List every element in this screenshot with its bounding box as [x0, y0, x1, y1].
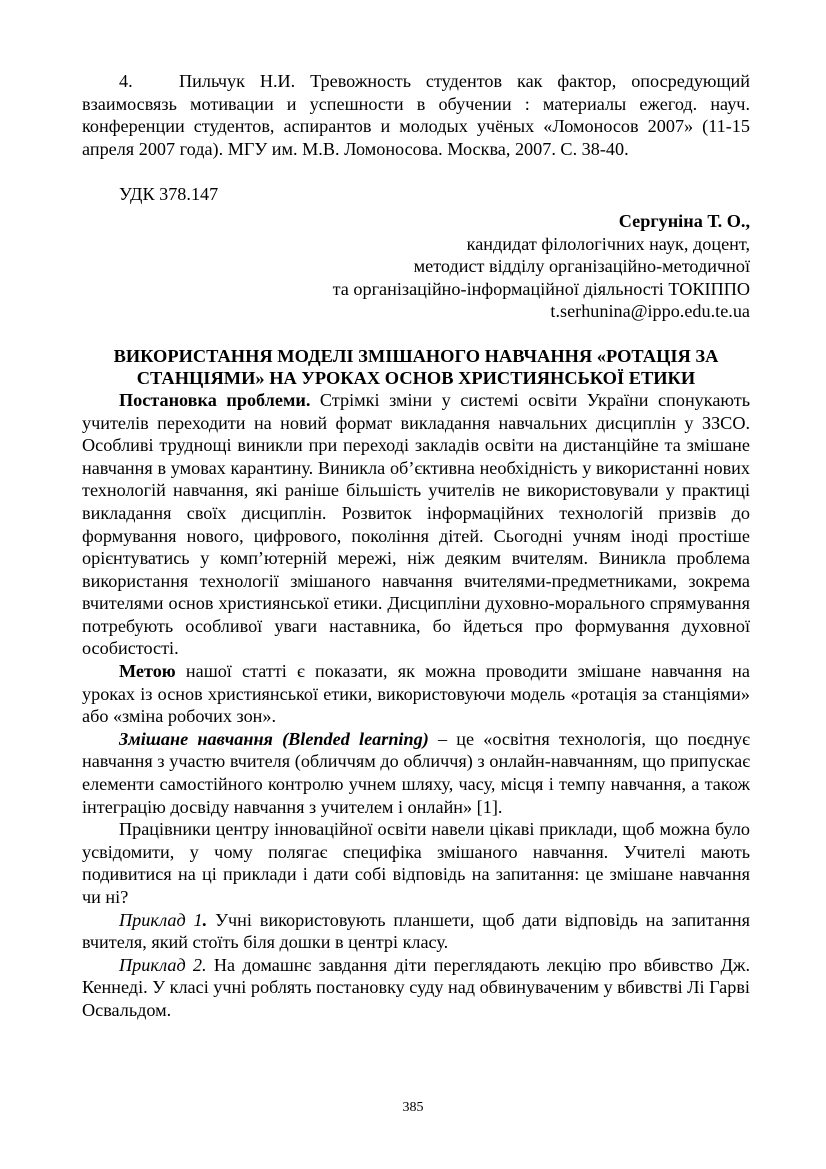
paragraph-lead: Приклад 2.: [119, 954, 207, 975]
paragraph-text: – це «освітня технологія, що поєднує навчання з участю вчителя (обличчям до обличчя) з онлайн-навчанням, що припускає елементи самостійного контролю учнем шляху, часу, місця і темпу навчання, а також інтеграцію досвіду навчання з учителем і онлайн» [1].: [82, 728, 750, 817]
reference-entry: [82, 70, 750, 160]
paragraph-lead: Приклад 1: [119, 909, 203, 930]
page-number: 385: [402, 1100, 424, 1115]
paragraph-lead: Постановка проблеми.: [119, 389, 311, 410]
document-page: [82, 70, 750, 1022]
reference-number: 4.: [119, 71, 133, 91]
author-position: методист відділу організаційно-методичної: [413, 256, 750, 277]
paragraph-goal: [82, 660, 750, 728]
author-degree: кандидат філологічних наук, доцент,: [466, 233, 750, 254]
author-organization: та організаційно-інформаційної діяльності ТОКІППО: [332, 278, 750, 299]
paragraph-text: нашої статті є показати, як можна проводити змішане навчання на уроках із основ християнської етики, використовуючи модель «ротація за станціями» або «зміна робочих зон».: [82, 661, 750, 727]
paragraph-text: На домашнє завдання діти переглядають лекцію про вбивство Дж. Кеннеді. У класі учні роблять постановку суду над обвинуваченим у вбивстві Лі Гарві Освальдом.: [82, 954, 750, 1020]
paragraph-text: Учні використовують планшети, щоб дати відповідь на запитання вчителя, який стоїть біля дошки в центрі класу.: [82, 909, 750, 953]
paragraph-examples-intro: Працівники центру інноваційної освіти навели цікаві приклади, щоб можна було усвідомити, у чому полягає специфіка змішаного навчання. Учителі мають подивитися на ці приклади і дати собі відповідь на запитання: це змішане навчання чи ні?: [82, 819, 750, 907]
paragraph-lead: Метою: [119, 661, 176, 682]
paragraph-problem: [82, 389, 750, 660]
author-email: t.serhunina@ippo.edu.te.ua: [550, 301, 750, 322]
paragraph-lead: Змішане навчання (Blended learning): [119, 728, 429, 749]
paragraph-text: Стрімкі зміни у системі освіти України спонукають учителів переходити на новий формат викладання навчальних дисциплін у ЗЗСО. Особливі труднощі виникли при переході закладів освіти на дистанційне та змішане навчання в умовах карантину. Виникла об’єктивна необхідність у використанні нових технологій навчання, які раніше більшість учителів не використовували у практиці викладання своїх дисциплін. Розвиток інформаційних технологій призвів до формування нового, цифрового, покоління дітей. Сьогодні учням іноді простіше орієнтуватись у комп’ютерній мережі, ніж деяким вчителям. Виникла проблема використання технології змішаного навчання вчителями-предметниками, зокрема вчителями основ християнської етики. Дисципліни духовно-морального спрямування потребують особливої уваги наставника, бо йдеться про формування духовної особистості.: [82, 389, 750, 659]
paragraph-example-2: [82, 954, 750, 1022]
udk-code: УДК 378.147: [119, 184, 219, 205]
author-block: [82, 210, 750, 323]
article-title: ВИКОРИСТАННЯ МОДЕЛІ ЗМІШАНОГО НАВЧАННЯ «РОТАЦІЯ ЗА СТАНЦІЯМИ» НА УРОКАХ ОСНОВ ХРИСТИЯНСЬКОЇ ЕТИКИ: [113, 345, 719, 388]
paragraph-definition: [82, 728, 750, 818]
paragraph-lead-dot: .: [202, 909, 208, 930]
reference-text: Пильчук Н.И. Тревожность студентов как фактор, опосредующий взаимосвязь мотивации и успешности в обучении : материалы ежегод. науч. конференции студентов, аспирантов и молодых учёных «Ломоносов 2007» (11-15 апреля 2007 года). МГУ им. М.В. Ломоносова. Москва, 2007. С. 38-40.: [82, 71, 750, 159]
paragraph-example-1: [82, 909, 750, 954]
author-name: Сергуніна Т. О.,: [618, 210, 750, 231]
